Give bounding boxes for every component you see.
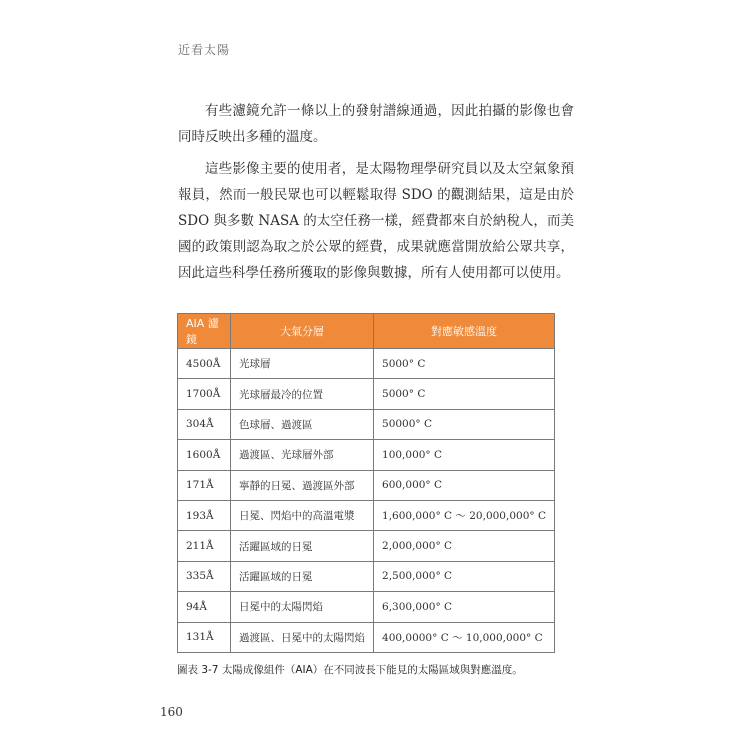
paragraph: 有些濾鏡允許一條以上的發射譜線通過，因此拍攝的影像也會同時反映出多種的溫度。	[178, 103, 574, 145]
table-row	[178, 500, 555, 530]
filter-cell: 193Å	[178, 500, 231, 530]
paragraph: 這些影像主要的使用者，是太陽物理學研究員以及太空氣象預報員，然而一般民眾也可以輕鬆取得 SDO 的觀測結果，這是由於 SDO 與多數 NASA 的太空任務一樣，經費都來自於納稅人，而美國的政策則認為取之於公眾的經費，成果就應當開放給公眾共享，因此這些科學任務所獲取的影像與數據，所有人使用都可以使用。	[178, 161, 574, 281]
temperature-cell: 2,000,000° C	[374, 531, 555, 561]
layer-cell: 日冕、閃焰中的高溫電漿	[231, 500, 374, 530]
table-header-row	[178, 314, 555, 349]
table-row	[178, 561, 555, 591]
table-row	[178, 470, 555, 500]
aia-filter-table	[177, 313, 555, 653]
temperature-cell: 600,000° C	[374, 470, 555, 500]
filter-cell: 335Å	[178, 561, 231, 591]
filter-cell: 171Å	[178, 470, 231, 500]
table-row	[178, 531, 555, 561]
running-head: 近看太陽	[178, 43, 231, 57]
filter-cell: 1700Å	[178, 379, 231, 409]
filter-cell: 304Å	[178, 409, 231, 439]
layer-cell: 日冕中的太陽閃焰	[231, 592, 374, 622]
filter-cell: 131Å	[178, 622, 231, 652]
layer-cell: 寧靜的日冕、過渡區外部	[231, 470, 374, 500]
temperature-cell: 50000° C	[374, 409, 555, 439]
filter-cell: 1600Å	[178, 440, 231, 470]
temperature-cell: 5000° C	[374, 349, 555, 379]
filter-cell: 94Å	[178, 592, 231, 622]
header-atmosphere-layer: 大氣分層	[231, 314, 374, 349]
table-row	[178, 349, 555, 379]
table-row	[178, 592, 555, 622]
table-row	[178, 379, 555, 409]
filter-cell: 211Å	[178, 531, 231, 561]
page-number: 160	[160, 705, 183, 719]
filter-cell: 4500Å	[178, 349, 231, 379]
header-aia-filter: AIA 濾鏡	[178, 314, 231, 349]
table-row	[178, 622, 555, 652]
layer-cell: 過渡區、日冕中的太陽閃焰	[231, 622, 374, 652]
layer-cell: 過渡區、光球層外部	[231, 440, 374, 470]
layer-cell: 光球層最冷的位置	[231, 379, 374, 409]
table-row	[178, 409, 555, 439]
temperature-cell: 100,000° C	[374, 440, 555, 470]
layer-cell: 光球層	[231, 349, 374, 379]
layer-cell: 活躍區域的日冕	[231, 561, 374, 591]
body-text	[178, 98, 574, 292]
layer-cell: 色球層、過渡區	[231, 409, 374, 439]
table-row	[178, 440, 555, 470]
temperature-cell: 6,300,000° C	[374, 592, 555, 622]
temperature-cell: 400,0000° C ～ 10,000,000° C	[374, 622, 555, 652]
figure-caption: 圖表 3-7 太陽成像組件（AIA）在不同波長下能見的太陽區域與對應溫度。	[177, 664, 523, 676]
temperature-cell: 2,500,000° C	[374, 561, 555, 591]
temperature-cell: 5000° C	[374, 379, 555, 409]
header-temperature: 對應敏感溫度	[374, 314, 555, 349]
temperature-cell: 1,600,000° C ～ 20,000,000° C	[374, 500, 555, 530]
layer-cell: 活躍區域的日冕	[231, 531, 374, 561]
